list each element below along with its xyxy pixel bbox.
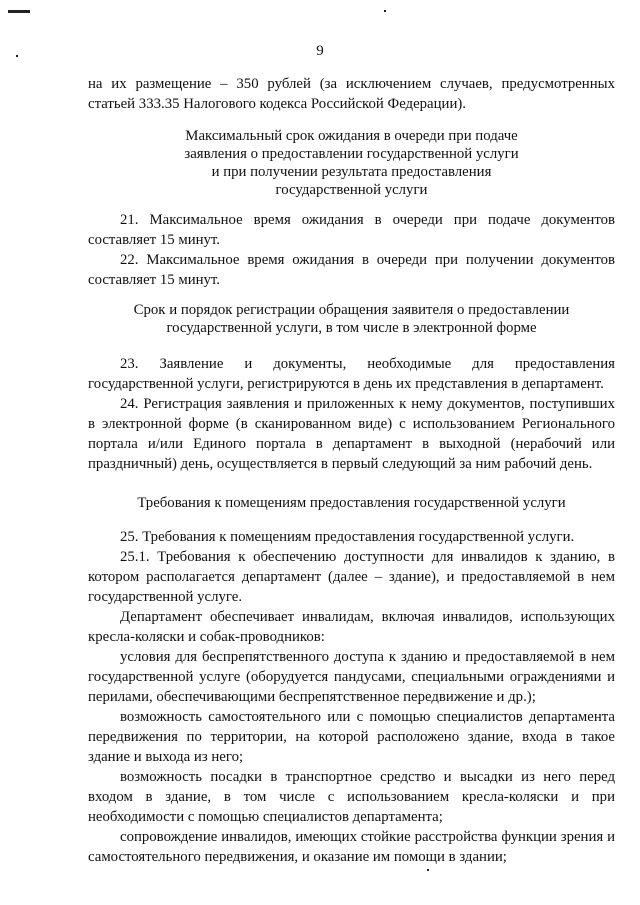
heading-line: Срок и порядок регистрации обращения заявителя о предоставлении [133,302,570,318]
paragraph-department-provides: Департамент обеспечивает инвалидам, включая инвалидов, использующих кресла-коляски и собак-проводников: [88,609,615,645]
scan-artifact-dot [384,10,386,12]
scan-artifact-top [8,10,30,13]
paragraph-24: 24. Регистрация заявления и приложенных к нему документов, поступивших в электронной форме (в сканированном виде) с использованием Регионального портала и/или Единого портала в департамент в выходной (нерабочий или праздничный) день, осуществляется в первый следующий за ним рабочий день. [88,396,615,472]
heading-line: и при получении результата предоставления [211,164,492,180]
section-heading-premises [88,494,615,512]
paragraph-21: 21. Максимальное время ожидания в очереди при подаче документов составляет 15 минут. [88,212,615,248]
section-heading-queue-time [88,127,615,199]
heading-line: государственной услуги [275,182,428,198]
heading-line: заявления о предоставлении государственной услуги [184,146,519,162]
paragraph-transport: возможность посадки в транспортное средство и высадки из него перед входом в здание, в том числе с использованием кресла-коляски и при необходимости с помощью специалистов департамента; [88,769,615,825]
paragraph-movement: возможность самостоятельного или с помощью специалистов департамента передвижения по территории, на которой расположено здание, входа в такое здание и выхода из него; [88,709,615,765]
paragraph-access-conditions: условия для беспрепятственного доступа к зданию и предоставляемой в нем государственной услуге (оборудуется пандусами, специальными ограждениями и перилами, обеспечивающими беспрепятственное передвижение и др.); [88,649,615,705]
heading-line: Максимальный срок ожидания в очереди при подаче [185,128,518,144]
heading-line: Требования к помещениям предоставления государственной услуги [137,495,566,511]
heading-line: государственной услуги, в том числе в электронной форме [166,320,537,336]
paragraph-23: 23. Заявление и документы, необходимые для предоставления государственной услуги, регистрируются в день их представления в департамент. [88,356,615,392]
section-body-premises [88,527,615,867]
paragraph-22: 22. Максимальное время ожидания в очереди при получении документов составляет 15 минут. [88,252,615,288]
section-heading-registration [88,301,615,337]
section-body-registration [88,354,615,474]
intro-text [88,74,615,114]
section-body-queue-time [88,210,615,290]
scan-artifact-dot [427,869,429,871]
paragraph-25: 25. Требования к помещениям предоставления государственной услуги. [120,529,575,545]
paragraph-escort: сопровождение инвалидов, имеющих стойкие расстройства функции зрения и самостоятельного передвижения, и оказание им помощи в здании; [88,829,615,865]
paragraph-25-1: 25.1. Требования к обеспечению доступности для инвалидов к зданию, в котором располагается департамент (далее – здание), и предоставляемой в нем государственной услуге. [88,549,615,605]
page-number: 9 [316,43,324,59]
paragraph: на их размещение – 350 рублей (за исключением случаев, предусмотренных статьей 333.35 Налогового кодекса Российской Федерации). [88,76,615,112]
